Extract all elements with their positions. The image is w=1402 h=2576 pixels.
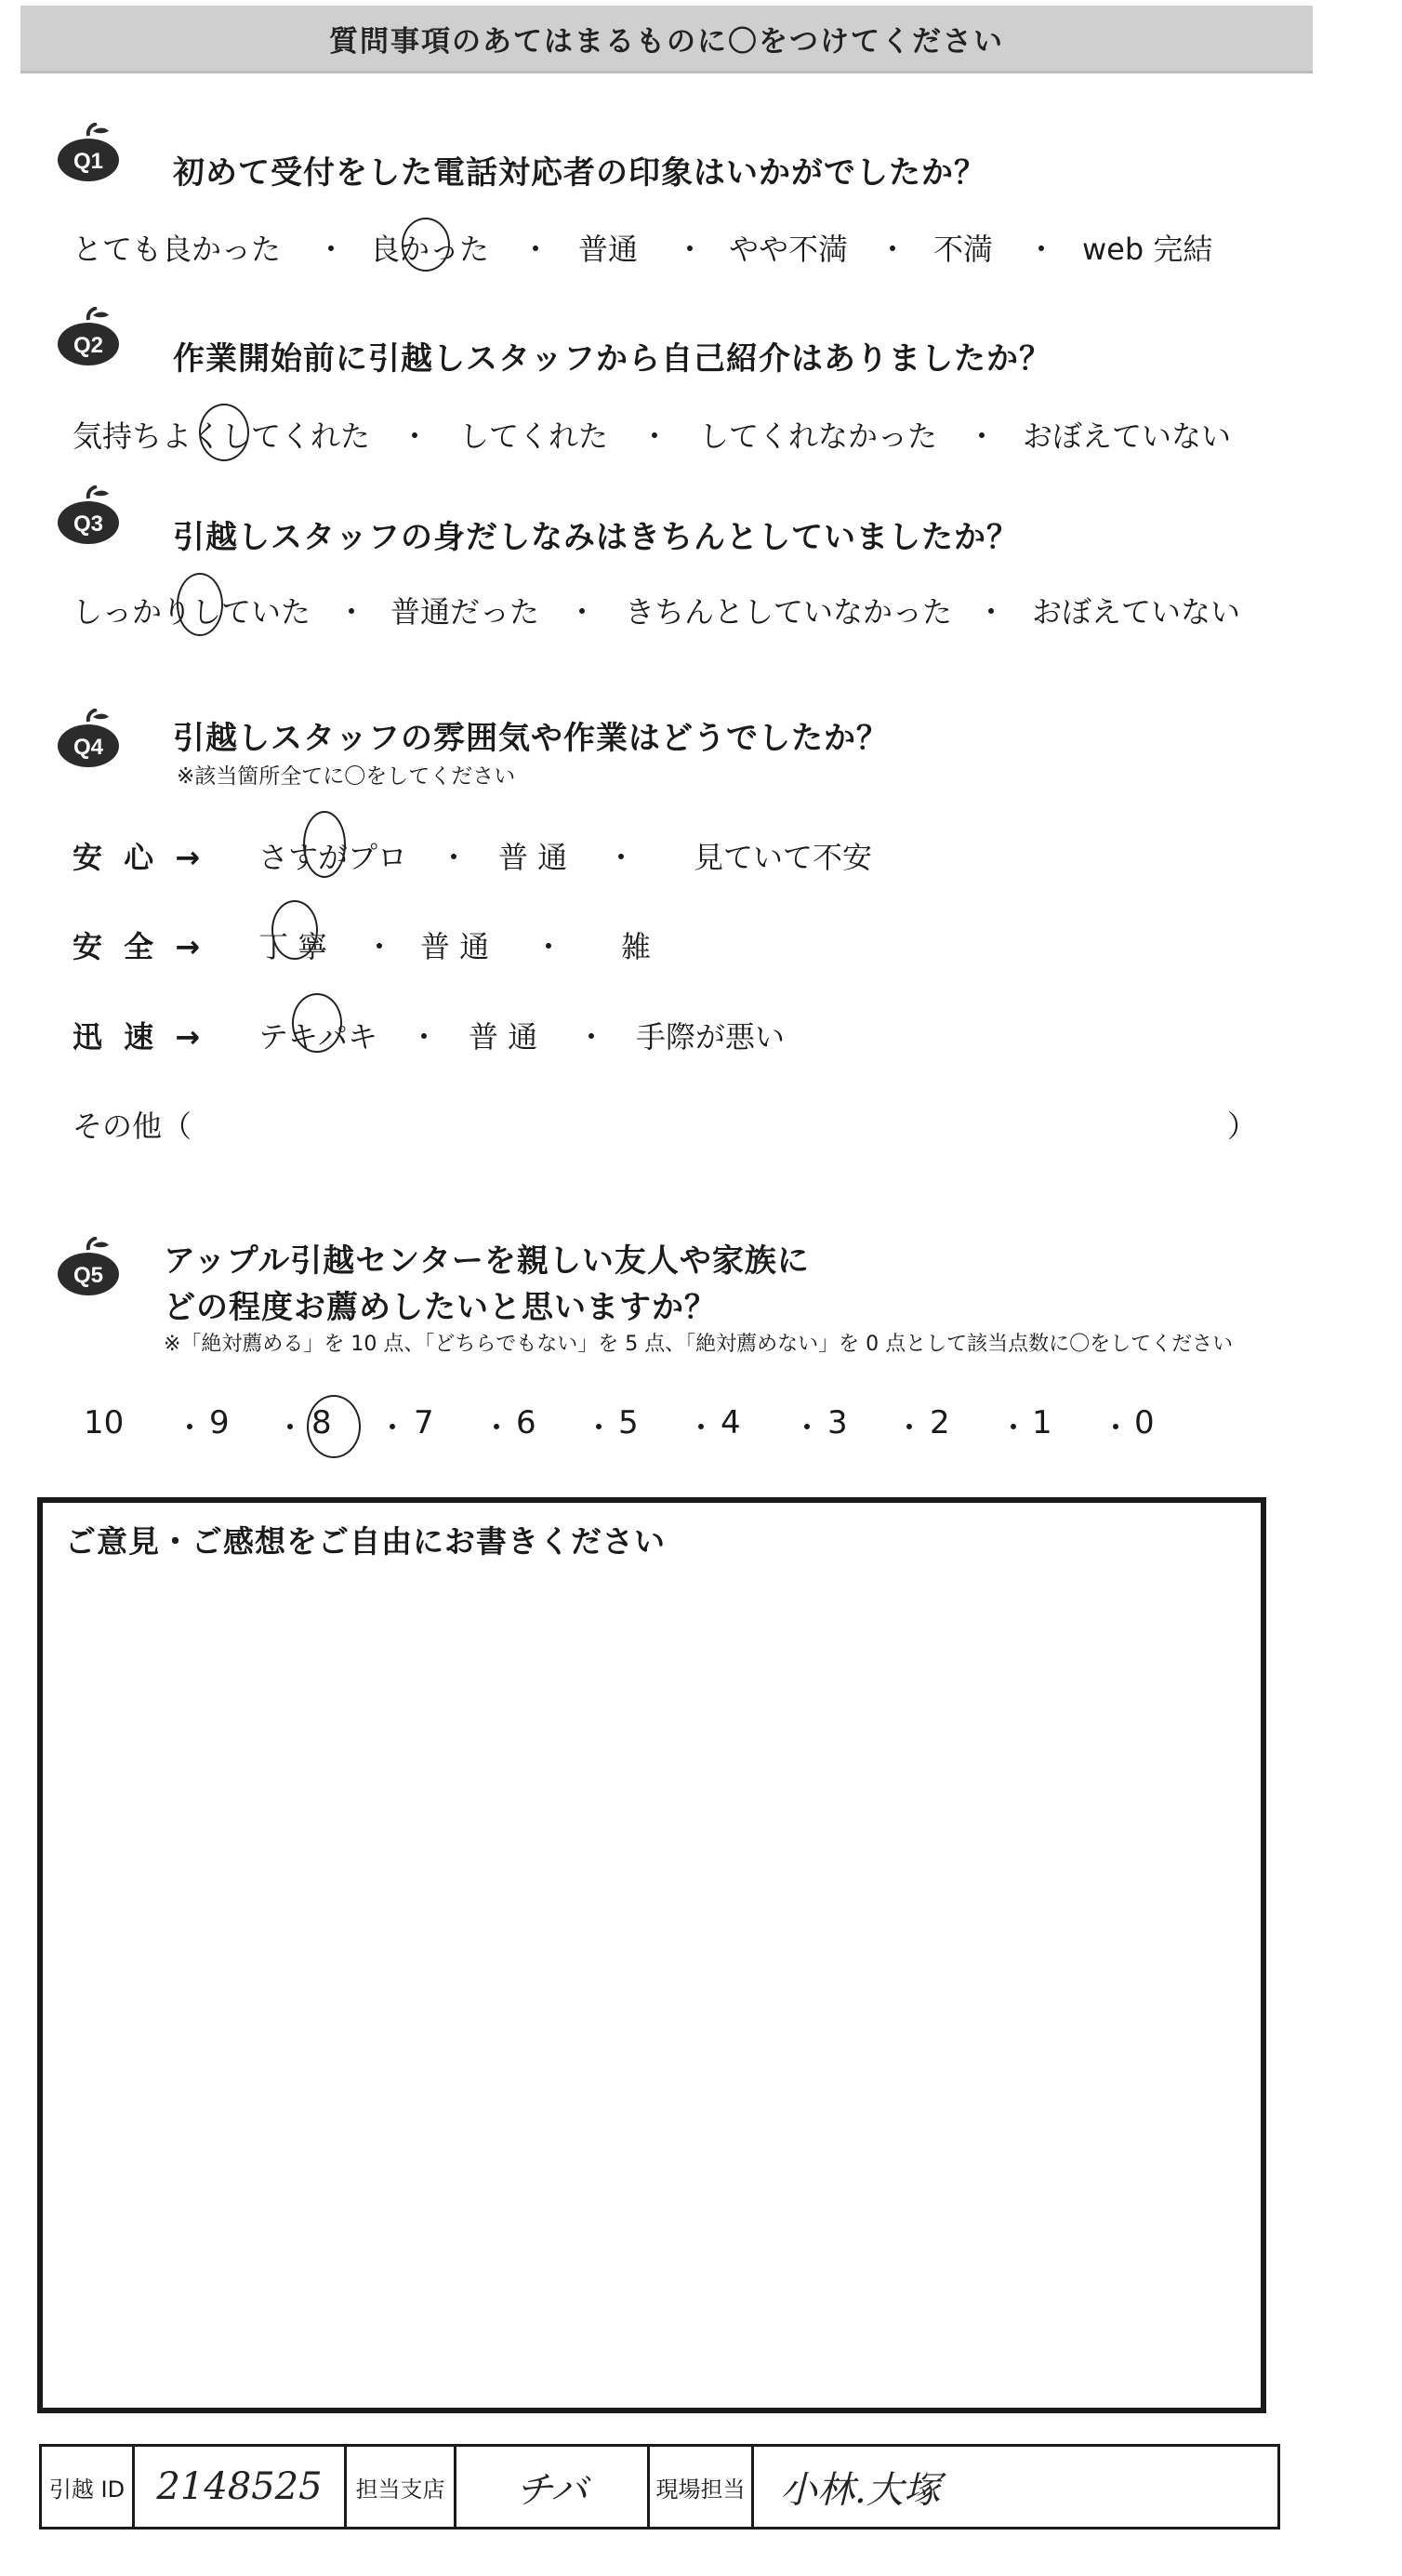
q1-badge-label: Q1 xyxy=(73,149,104,174)
score-option-9[interactable]: 9 xyxy=(209,1404,230,1441)
q3-option-1[interactable]: しっかりしていた xyxy=(73,594,311,630)
score-option-2[interactable]: 2 xyxy=(930,1404,950,1441)
q4-row3-option-3[interactable]: 手際が悪い xyxy=(636,1019,786,1055)
q4-row-label-3: 迅 速 → xyxy=(73,1019,206,1055)
separator-dot: ・ xyxy=(439,840,470,875)
separator-dot: ・ xyxy=(175,1410,205,1445)
separator-dot: ・ xyxy=(686,1410,717,1445)
separator-dot: ・ xyxy=(1101,1410,1131,1445)
q5-question-line2: どの程度お薦めしたいと思いますか？ xyxy=(164,1289,717,1326)
separator-dot: ・ xyxy=(364,929,395,964)
q4-row3-hand-circle xyxy=(292,993,342,1053)
q1-hand-circle xyxy=(402,218,450,272)
separator-dot: ・ xyxy=(967,418,998,454)
q4-row2-option-2[interactable]: 普 通 xyxy=(420,929,490,964)
score-option-8[interactable]: 8 xyxy=(311,1404,332,1441)
comment-title: ご意見・ご感想をご自由にお書きください xyxy=(65,1523,666,1560)
q3-badge-label: Q3 xyxy=(73,511,104,537)
separator-dot: ・ xyxy=(275,1410,306,1445)
q3-option-2[interactable]: 普通だった xyxy=(390,594,540,630)
move-id-value: 2148525 xyxy=(135,2447,347,2527)
q4-note: ※該当箇所全てに〇をしてください xyxy=(177,764,516,789)
q4-row1-option-2[interactable]: 普 通 xyxy=(498,840,568,875)
footer-table xyxy=(39,2444,1280,2530)
score-option-0[interactable]: 0 xyxy=(1134,1404,1155,1441)
q4-other-close: ） xyxy=(1227,1109,1258,1144)
q3-question: 引越しスタッフの身だしなみはきちんとしていましたか？ xyxy=(173,519,1019,556)
q5-question-line1: アップル引越センターを親しい友人や家族に xyxy=(164,1242,810,1280)
separator-dot: ・ xyxy=(675,232,706,267)
comment-box[interactable] xyxy=(37,1497,1266,2413)
staff-label: 現場担当 xyxy=(650,2447,754,2527)
q4-row2-option-3[interactable]: 雑 xyxy=(621,929,652,964)
separator-dot: ・ xyxy=(640,418,670,454)
q3-hand-circle xyxy=(177,573,223,636)
separator-dot: ・ xyxy=(409,1019,440,1055)
q5-note: ※「絶対薦める」を 10 点、「どちらでもない」を 5 点、「絶対薦めない」を 0 点として該当点数に〇をしてください xyxy=(164,1333,1234,1356)
q4-row-label-1: 安 心 → xyxy=(73,840,206,875)
score-option-10[interactable]: 10 xyxy=(84,1404,125,1441)
q1-option-4[interactable]: やや不満 xyxy=(729,232,849,267)
q2-question: 作業開始前に引越しスタッフから自己紹介はありましたか？ xyxy=(173,340,1052,378)
separator-dot: ・ xyxy=(584,1410,615,1445)
separator-dot: ・ xyxy=(521,232,551,267)
q2-option-1[interactable]: 気持ちよくしてくれた xyxy=(73,418,371,454)
q4-row3-option-1[interactable]: テキパキ xyxy=(258,1019,378,1055)
separator-dot: ・ xyxy=(894,1410,925,1445)
separator-dot: ・ xyxy=(316,232,347,267)
separator-dot: ・ xyxy=(606,840,637,875)
q1-option-3[interactable]: 普通 xyxy=(578,232,639,267)
q1-option-6[interactable]: web 完結 xyxy=(1082,232,1213,267)
q1-option-5[interactable]: 不満 xyxy=(933,232,994,267)
staff-value: 小林.大塚 xyxy=(780,2468,941,2512)
branch-label: 担当支店 xyxy=(347,2447,456,2527)
q2-badge-label: Q2 xyxy=(73,333,104,358)
q2-option-2[interactable]: してくれた xyxy=(459,418,609,454)
score-option-3[interactable]: 3 xyxy=(827,1404,848,1441)
separator-dot: ・ xyxy=(337,594,367,630)
q3-option-3[interactable]: きちんとしていなかった xyxy=(625,594,953,630)
separator-dot: ・ xyxy=(400,418,430,454)
page-header: 質問事項のあてはまるものに〇をつけてください xyxy=(20,6,1313,73)
q4-row2-option-1[interactable]: 丁 寧 xyxy=(258,929,328,964)
score-option-7[interactable]: 7 xyxy=(414,1404,434,1441)
score-option-5[interactable]: 5 xyxy=(618,1404,639,1441)
q5-badge-icon xyxy=(56,1237,121,1296)
branch-value: チバ xyxy=(456,2447,650,2527)
q2-option-4[interactable]: おぼえていない xyxy=(1023,418,1232,454)
q5-badge-label: Q5 xyxy=(73,1263,104,1288)
q4-row-label-2: 安 全 → xyxy=(73,929,206,964)
q3-badge-icon xyxy=(56,485,121,545)
separator-dot: ・ xyxy=(567,594,598,630)
q2-hand-circle xyxy=(199,404,249,461)
separator-dot: ・ xyxy=(534,929,564,964)
q1-question: 初めて受付をした電話対応者の印象はいかがでしたか？ xyxy=(173,154,986,192)
q4-row1-option-1[interactable]: さすがプロ xyxy=(258,840,408,875)
q4-row3-option-2[interactable]: 普 通 xyxy=(469,1019,538,1055)
q1-option-1[interactable]: とても良かった xyxy=(73,232,282,267)
score-option-1[interactable]: 1 xyxy=(1032,1404,1052,1441)
score-option-6[interactable]: 6 xyxy=(516,1404,536,1441)
separator-dot: ・ xyxy=(377,1410,408,1445)
q3-option-4[interactable]: おぼえていない xyxy=(1032,594,1241,630)
q2-badge-icon xyxy=(56,307,121,366)
q4-row1-option-3[interactable]: 見ていて不安 xyxy=(694,840,873,875)
separator-dot: ・ xyxy=(792,1410,823,1445)
q4-row2-hand-circle xyxy=(271,900,318,960)
q4-badge-icon xyxy=(56,709,121,768)
q4-row1-hand-circle xyxy=(303,811,346,878)
q1-badge-icon xyxy=(56,123,121,182)
score-option-4[interactable]: 4 xyxy=(721,1404,741,1441)
separator-dot: ・ xyxy=(999,1410,1029,1445)
separator-dot: ・ xyxy=(1026,232,1057,267)
separator-dot: ・ xyxy=(878,232,908,267)
move-id-label: 引越 ID xyxy=(42,2447,135,2527)
separator-dot: ・ xyxy=(482,1410,512,1445)
q4-other-label: その他（ xyxy=(73,1109,192,1144)
q4-question: 引越しスタッフの雰囲気や作業はどうでしたか？ xyxy=(173,720,889,757)
q1-option-2[interactable]: 良かった xyxy=(370,232,490,267)
q4-badge-label: Q4 xyxy=(73,735,104,760)
q5-hand-circle xyxy=(307,1395,361,1458)
separator-dot: ・ xyxy=(576,1019,607,1055)
q2-option-3[interactable]: してくれなかった xyxy=(699,418,938,454)
separator-dot: ・ xyxy=(976,594,1007,630)
score-scale xyxy=(84,1404,1246,1451)
